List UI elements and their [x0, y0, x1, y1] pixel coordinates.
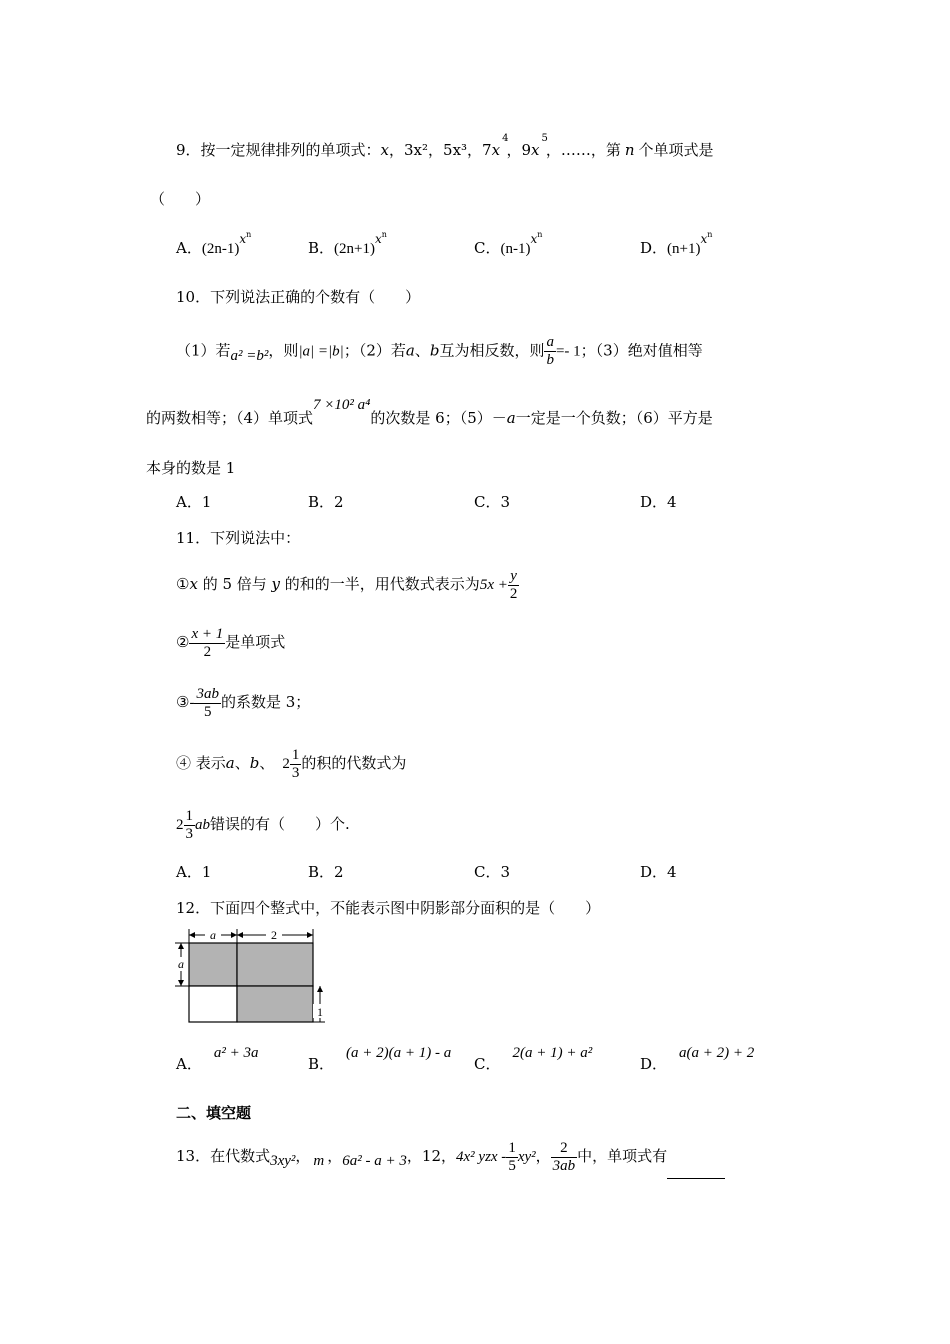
s4-a-var: a — [225, 754, 235, 772]
q12-option-a[interactable] — [176, 1045, 259, 1075]
q12-option-c[interactable] — [474, 1045, 593, 1075]
q13-frac1 — [506, 1140, 518, 1175]
q9-option-c[interactable] — [474, 230, 543, 261]
s5-frac — [184, 808, 196, 843]
option-label: A． — [176, 239, 202, 257]
s2-b: 是单项式 — [225, 633, 286, 651]
q9-exp4: 4 — [502, 133, 509, 144]
q10-line3: 本身的数是 1 — [146, 459, 236, 477]
q9-prefix: 9．按一定规律排列的单项式： — [176, 141, 381, 159]
q10-p1a: （1）若 — [176, 341, 231, 360]
q13-m3: 6a² - a + 3 — [342, 1153, 407, 1169]
frac-den: b — [546, 352, 554, 368]
shaded-bottom-right — [237, 986, 313, 1022]
q11-option-c[interactable]: C．3 — [474, 863, 511, 881]
option-math: a² + 3a — [213, 1045, 259, 1061]
q10-p2a: 的两数相等；（4）单项式 — [146, 409, 314, 427]
q10-p1b: ，则 — [268, 341, 299, 360]
s1-b: 的 5 倍与 — [197, 575, 272, 593]
label-a-top: a — [210, 928, 216, 942]
q10-option-d[interactable]: D．4 — [640, 493, 677, 511]
q11-statement-5 — [176, 806, 350, 843]
frac-den: 3 — [185, 825, 193, 842]
q11-option-a[interactable]: A．1 — [176, 863, 212, 881]
q13-frac2 — [551, 1140, 578, 1175]
answer-blank[interactable] — [667, 1162, 725, 1179]
option-exp-n: n — [707, 230, 713, 239]
q13-sep: ， — [327, 1147, 343, 1165]
q9-option-b[interactable] — [308, 230, 387, 261]
s4-sep: 、 — [259, 754, 275, 772]
q10-frac-ab — [544, 334, 556, 369]
q9-term-x: x — [380, 141, 390, 159]
s1-x: x — [189, 575, 198, 593]
q12-stem: 12．下面四个整式中，不能表示图中阴影部分面积的是（ ） — [176, 899, 601, 917]
option-label: D． — [640, 239, 668, 257]
s1-c: 的和的一半，用代数式表示为 — [280, 575, 480, 593]
s4-a: ④ 表示 — [176, 754, 226, 772]
option-exp-n: n — [537, 230, 543, 239]
q10-p2d: 一定是一个负数；（6）平方是 — [515, 409, 713, 427]
s2-frac — [189, 626, 225, 661]
option-label: B． — [308, 239, 335, 257]
s2-num: ② — [176, 633, 190, 651]
arrowhead — [237, 932, 243, 938]
frac-num: 1 — [185, 807, 193, 824]
s4-b-var: b — [249, 754, 260, 772]
q9-term-7x: x — [491, 141, 501, 159]
q9-n: n — [624, 141, 635, 159]
label-1: 1 — [317, 1005, 323, 1019]
q10-line1 — [176, 334, 703, 369]
frac-num: a — [546, 334, 554, 350]
s1-math: 5x + — [479, 577, 508, 593]
arrowhead — [231, 932, 237, 938]
q13-m1: 3xy² — [270, 1153, 296, 1169]
option-exp: x — [374, 232, 382, 246]
q9-terms: ，3x²，5x³，7 — [389, 141, 492, 159]
option-label: B． — [308, 1055, 335, 1073]
s4-b: 的积的代数式为 — [301, 754, 407, 772]
q10-line2 — [146, 397, 713, 429]
s3-frac — [194, 686, 221, 721]
arrowhead — [317, 986, 323, 992]
frac-den: 2 — [509, 585, 518, 602]
q13-b: 中，单项式有 — [577, 1147, 668, 1165]
q9-option-a[interactable] — [176, 230, 252, 261]
s1-y: y — [271, 575, 281, 593]
s4-int: 2 — [282, 756, 290, 772]
q10-var-a2: a — [506, 409, 516, 427]
arrowhead — [178, 943, 184, 949]
arrowhead — [178, 980, 184, 986]
option-exp: x — [530, 232, 538, 246]
option-math: (a + 2)(a + 1) - a — [346, 1045, 452, 1061]
q9-stem — [176, 133, 714, 163]
frac-num: 3ab — [196, 685, 219, 702]
q12-option-b[interactable] — [308, 1045, 452, 1075]
shaded-top-left — [189, 943, 237, 986]
q10-monomial: 7 ×10² a⁴ — [313, 397, 371, 413]
option-label: D． — [640, 1055, 668, 1073]
option-text: (n-1) — [500, 241, 531, 257]
q13-a: 13．在代数式 — [176, 1147, 271, 1165]
option-exp-n: n — [246, 230, 252, 239]
q9-paren: （ ） — [150, 190, 211, 208]
q10-option-b[interactable]: B．2 — [308, 493, 344, 511]
option-label: C． — [474, 239, 501, 257]
q9-end: 个单项式是 — [638, 141, 714, 159]
option-text: (2n-1) — [201, 241, 240, 257]
q10-sep: 、 — [414, 341, 430, 360]
s5-int: 2 — [176, 817, 184, 833]
q13-sep: ， — [535, 1147, 551, 1165]
q11-stem: 11．下列说法中： — [176, 529, 301, 547]
q11-option-d[interactable]: D．4 — [640, 863, 677, 881]
q11-statement-2 — [176, 624, 285, 661]
s1-num: ① — [176, 575, 190, 593]
q13-stem — [176, 1134, 725, 1179]
q11-statement-1 — [176, 566, 519, 603]
s5-b: 错误的有（ ）个. — [210, 815, 350, 833]
q13-sep: ，12， — [406, 1147, 456, 1165]
white-bottom-left — [189, 986, 237, 1022]
frac-num: 2 — [551, 1140, 578, 1158]
frac-den: 3 — [291, 764, 300, 781]
q10-math-abs: |a| =|b| — [298, 343, 344, 360]
q10-option-a[interactable]: A．1 — [176, 493, 212, 511]
option-math: 2(a + 1) + a² — [512, 1045, 593, 1061]
frac-den: 5 — [508, 1157, 516, 1174]
option-label: C． — [474, 1055, 501, 1073]
option-exp-n: n — [381, 230, 387, 239]
s4-sep: 、 — [234, 754, 250, 772]
frac-den: 3ab — [552, 1157, 576, 1174]
q10-p1g: 互为相反数，则 — [439, 341, 545, 360]
q13-m2: m — [313, 1153, 325, 1169]
q9-suffix: ，……，第 — [545, 141, 621, 159]
frac-num: 1 — [508, 1139, 516, 1156]
option-label: A． — [176, 1055, 202, 1073]
q10-p1i: ；（3）绝对值相等 — [580, 341, 703, 360]
q10-p1c: ；（2）若 — [343, 341, 406, 360]
q11-option-b[interactable]: B．2 — [308, 863, 344, 881]
option-math: a(a + 2) + 2 — [679, 1045, 755, 1061]
arrowhead — [307, 932, 313, 938]
q9-option-d[interactable] — [640, 230, 713, 261]
q10-neg1: =- 1 — [555, 343, 581, 360]
q11-statement-4 — [176, 745, 406, 782]
q9-term-9x: x — [530, 141, 540, 159]
q9-exp5: 5 — [541, 133, 548, 144]
section-title: 二、填空题 — [176, 1104, 252, 1122]
option-text: (2n+1) — [334, 241, 375, 257]
label-a-side: a — [178, 957, 184, 971]
q10-math-sq: a² =b² — [230, 347, 269, 364]
frac-den: 5 — [203, 703, 212, 720]
s5-ab: ab — [195, 817, 210, 833]
shaded-top-right — [237, 943, 313, 986]
option-exp: x — [239, 232, 247, 246]
q10-option-c[interactable]: C．3 — [474, 493, 511, 511]
s1-frac — [508, 568, 520, 603]
q12-figure — [172, 926, 332, 1026]
frac-num: y — [508, 568, 520, 586]
q9-term-9: ，9 — [506, 141, 531, 159]
s3-num: ③ — [176, 693, 190, 711]
frac-num: 1 — [291, 746, 300, 763]
s3-minus: - — [189, 695, 195, 711]
q10-var-b: b — [429, 341, 440, 360]
arrowhead — [189, 932, 195, 938]
q13-sep: ， — [295, 1147, 311, 1165]
s3-b: 的系数是 3； — [220, 693, 311, 711]
q10-stem: 10．下列说法正确的个数有（ ） — [176, 288, 421, 306]
option-exp: x — [700, 232, 708, 246]
q10-p2b: 的次数是 6；（5）－ — [370, 409, 507, 427]
frac-den: 2 — [203, 643, 212, 660]
q13-m4: 4x² yzx - — [456, 1149, 507, 1165]
q13-m4b: xy² — [517, 1149, 536, 1165]
q11-statement-3 — [176, 684, 310, 721]
option-text: (n+1) — [667, 241, 701, 257]
q12-option-d[interactable] — [640, 1045, 755, 1075]
s4-frac — [290, 747, 302, 782]
label-2: 2 — [271, 928, 277, 942]
frac-num: x + 1 — [191, 625, 224, 642]
q10-var-a: a — [405, 341, 415, 360]
